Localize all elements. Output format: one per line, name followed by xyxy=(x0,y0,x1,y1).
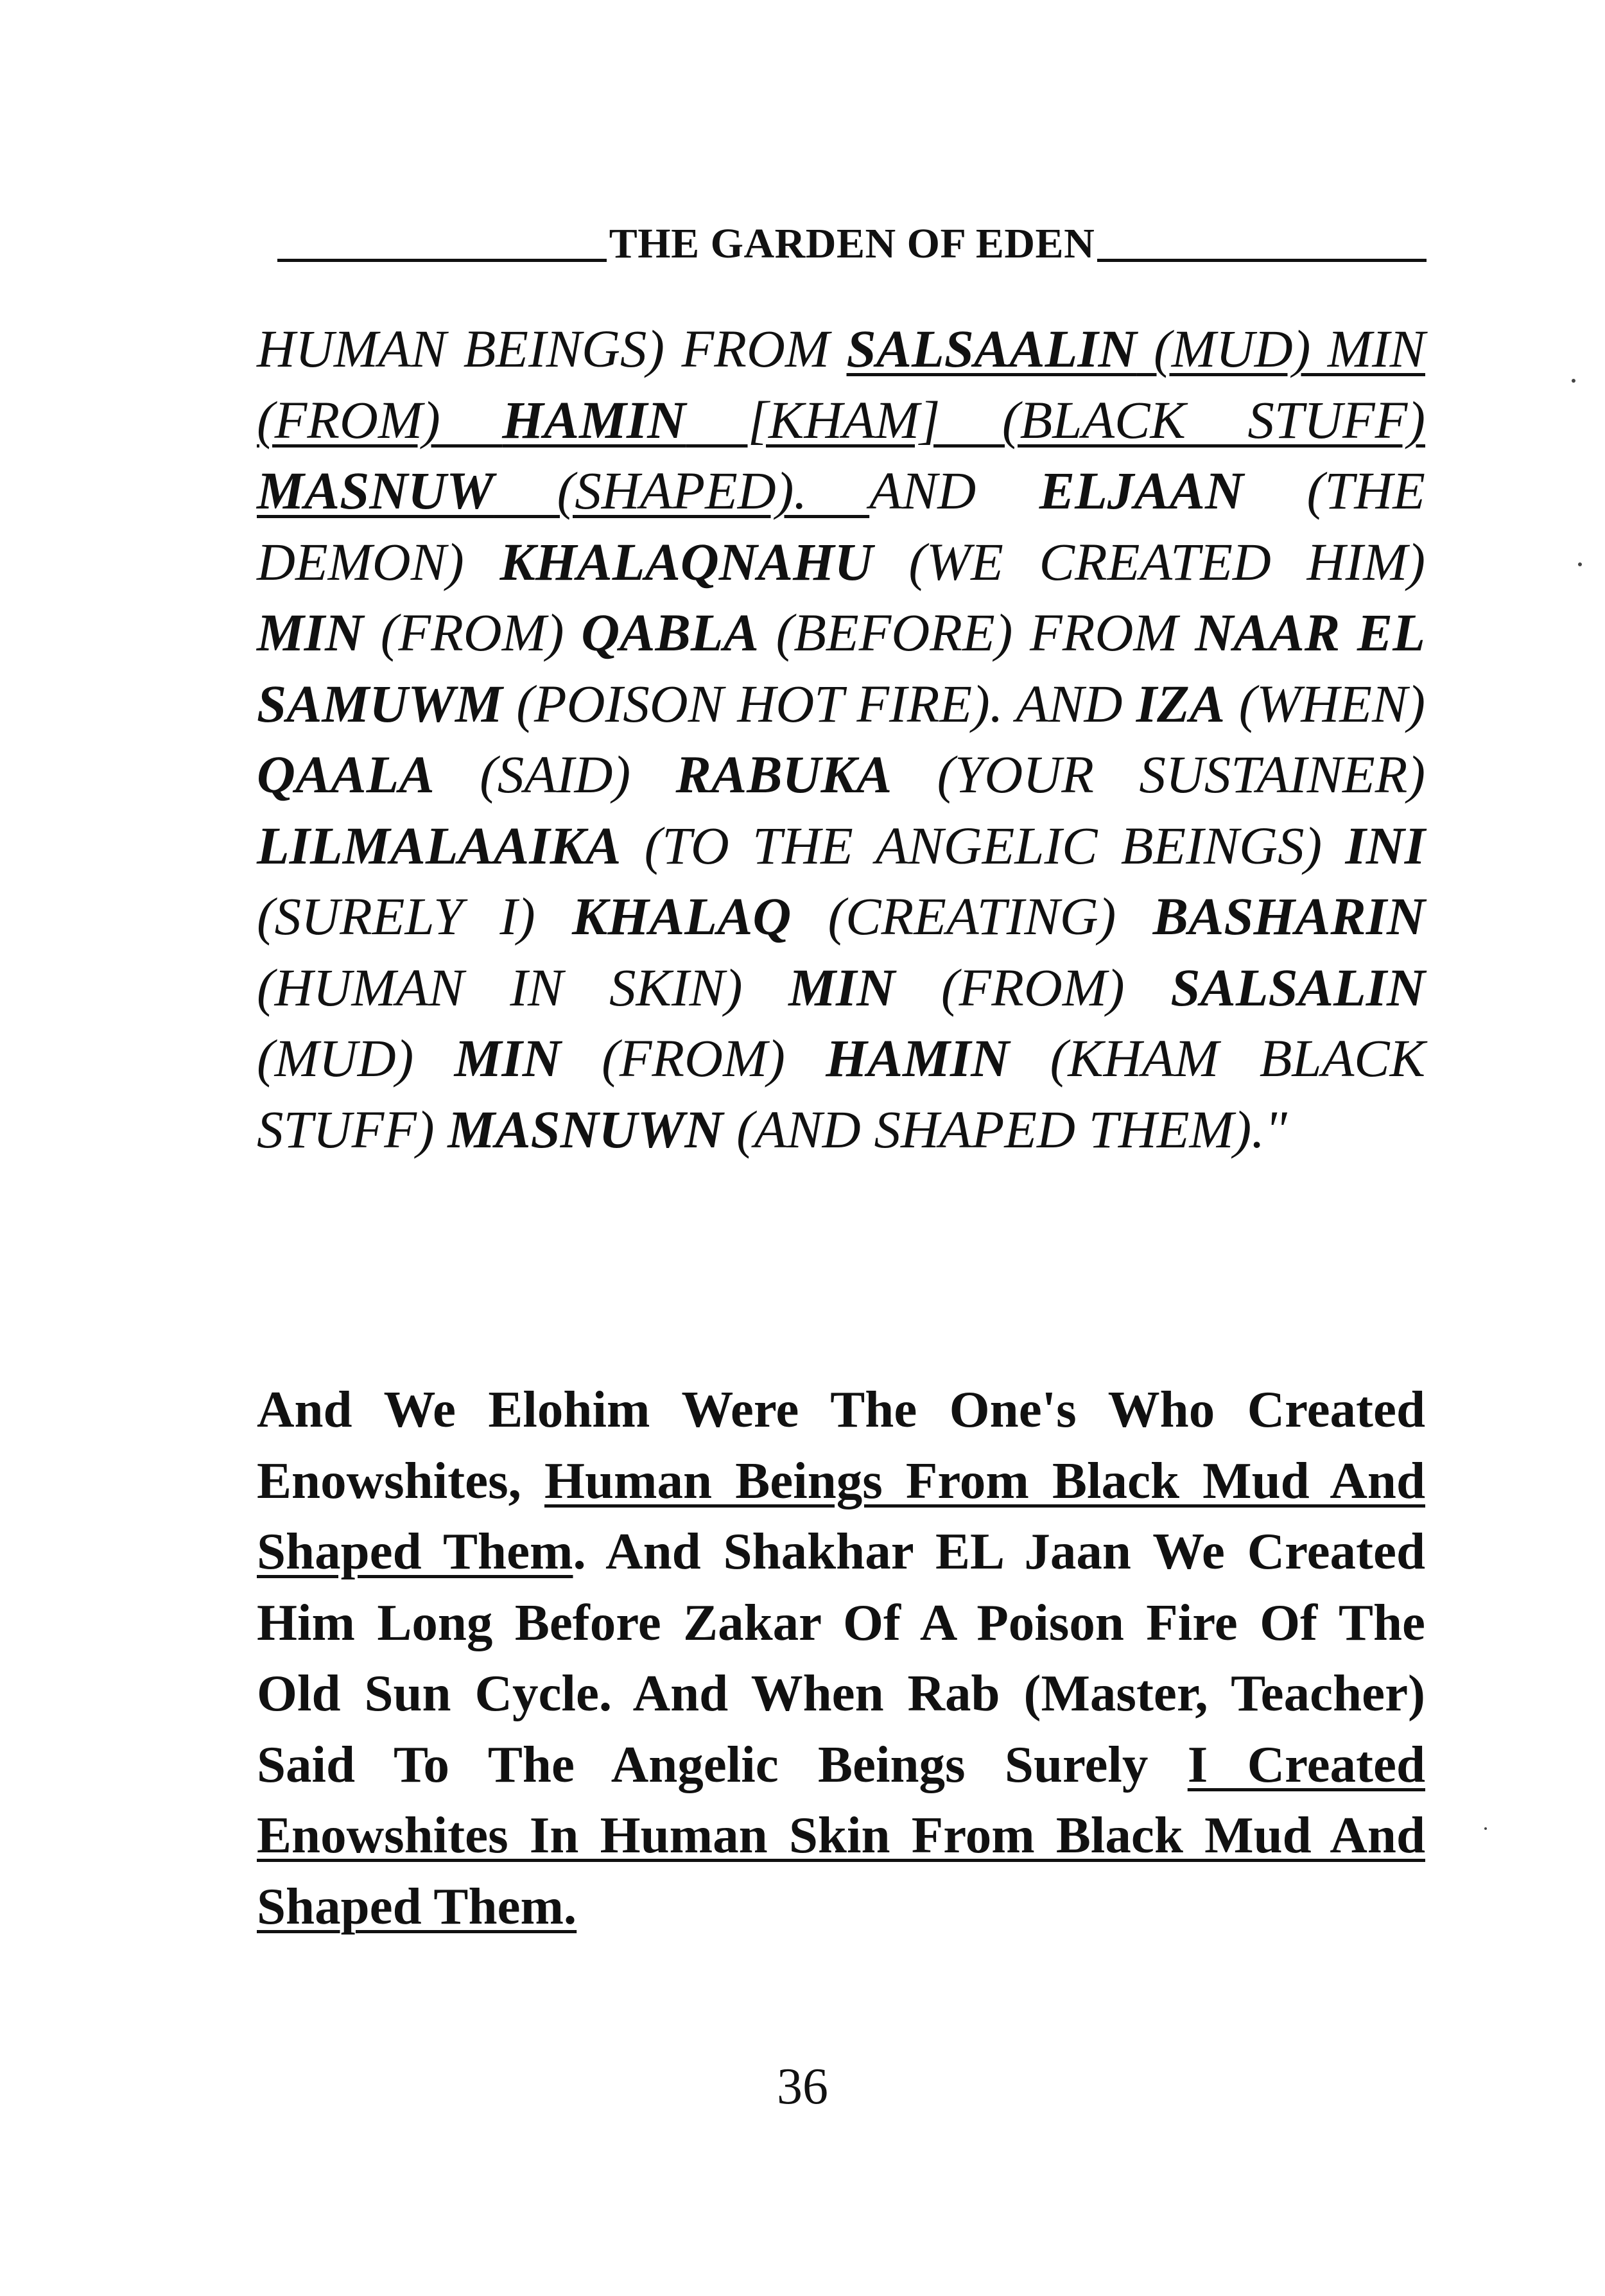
running-header xyxy=(277,204,1427,268)
text-segment: IZA xyxy=(1136,674,1226,733)
text-segment: (WE CREATED HIM) xyxy=(872,532,1425,591)
text-segment: (FROM) xyxy=(363,603,582,662)
text-segment: (TO THE ANGELIC BEINGS) xyxy=(621,815,1346,875)
text-segment: (SHAPED). xyxy=(494,461,870,520)
text-segment: MASNUWN xyxy=(447,1099,724,1159)
text-segment: (FROM) xyxy=(560,1029,826,1088)
body-paragraph xyxy=(257,1374,1425,1942)
text-segment: KHALAQ xyxy=(571,887,792,946)
text-segment: (POISON HOT FIRE). AND xyxy=(502,674,1136,733)
text-segment: QABLA xyxy=(581,603,759,662)
text-segment: ELJAAN xyxy=(1039,461,1244,520)
text-segment: (HUMAN IN SKIN) xyxy=(257,957,789,1017)
quote-paragraph xyxy=(257,313,1425,1165)
text-segment: RABUKA xyxy=(675,745,892,804)
text-segment: Human Beings From Black Mud And Shaped Them xyxy=(257,1451,1425,1580)
text-segment: LILMALAAIKA xyxy=(257,815,621,875)
text-segment: (SAID) xyxy=(434,745,676,804)
text-segment: (CREATING) xyxy=(791,887,1153,946)
text-segment: (YOUR SUSTAINER) xyxy=(892,745,1426,804)
text-segment: KHALAQNAHU xyxy=(499,532,873,591)
text-segment: (AND SHAPED THEM)." xyxy=(723,1099,1287,1159)
text-segment: (BEFORE) FROM xyxy=(758,603,1195,662)
text-segment: AND xyxy=(869,461,1039,520)
text-segment: BASHARIN xyxy=(1152,887,1425,946)
text-segment: HAMIN xyxy=(826,1029,1010,1088)
text-segment: MIN xyxy=(454,1029,561,1088)
header-title: THE GARDEN OF EDEN xyxy=(609,220,1095,267)
text-segment: [KHAM] (BLACK STUFF) xyxy=(686,390,1425,449)
scan-speck xyxy=(1578,562,1582,566)
text-segment: INI xyxy=(1345,815,1425,875)
text-segment: I Created Enowshites In Human Skin From Black Mud And Shaped Them. xyxy=(257,1735,1425,1935)
text-segment: HUMAN BEINGS) FROM xyxy=(257,319,847,378)
page-number: 36 xyxy=(777,2058,828,2115)
header-rule-right xyxy=(1097,259,1427,262)
text-segment: And We Elohim Were The One's Who Created Enowshites, xyxy=(257,1380,1425,1509)
text-segment: SALSALIN xyxy=(1170,957,1425,1017)
text-segment: QAALA xyxy=(257,745,435,804)
text-segment: (MUD) MIN (FROM) xyxy=(257,319,1425,449)
text-segment: (THE DEMON) xyxy=(257,461,1425,591)
text-segment: . And Shakhar EL Jaan We Created Him Long Before Zakar Of A Poison Fire Of The Old Sun Cycle. And When Rab (Master, Teacher) Said To The Angelic Beings Surely xyxy=(257,1522,1425,1793)
scan-speck xyxy=(1484,1827,1487,1830)
text-segment: (KHAM BLACK STUFF) xyxy=(257,1029,1425,1159)
scan-speck xyxy=(1572,379,1575,383)
text-segment: (WHEN) xyxy=(1225,674,1425,733)
text-segment: MIN xyxy=(257,603,364,662)
header-rule-left xyxy=(277,259,607,262)
text-segment: (MUD) xyxy=(257,1029,455,1088)
text-segment: (FROM) xyxy=(895,957,1171,1017)
text-segment: HAMIN xyxy=(502,390,686,449)
text-segment: SALSAALIN xyxy=(846,319,1137,378)
text-segment: MIN xyxy=(788,957,896,1017)
text-segment: MASNUW xyxy=(257,461,494,520)
text-segment: NAAR EL SAMUWM xyxy=(257,603,1425,733)
text-segment: (SURELY I) xyxy=(257,887,572,946)
